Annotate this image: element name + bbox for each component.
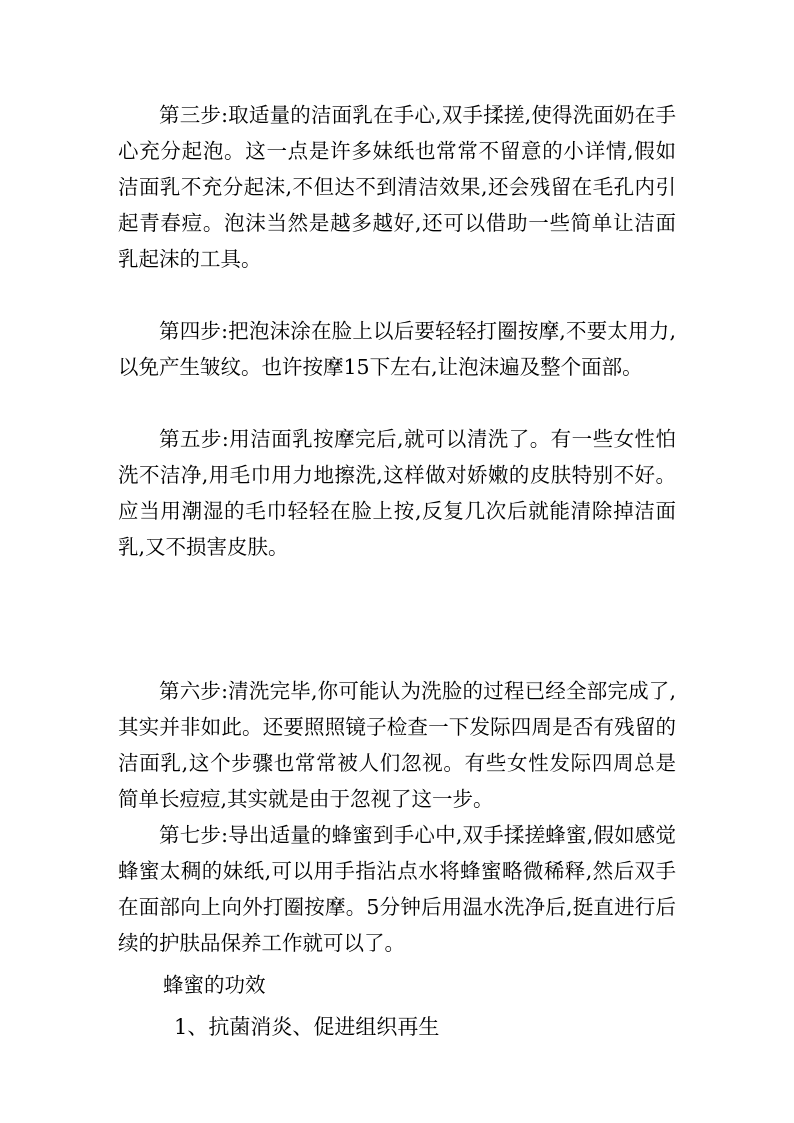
paragraph-step-4: 第四步:把泡沫涂在脸上以后要轻轻打圈按摩,不要太用力,以免产生皱纹。也许按摩15下左右,让泡沫遍及整个面部。	[118, 319, 676, 379]
paragraph-step-5: 第五步:用洁面乳按摩完后,就可以清洗了。有一些女性怕洗不洁净,用毛巾用力地擦洗,这样做对娇嫩的皮肤特别不好。应当用潮湿的毛巾轻轻在脸上按,反复几次后就能清除掉洁面乳,又不损害皮肤。	[118, 427, 676, 559]
section-subheading: 1、抗菌消炎、促进组织再生	[174, 1015, 440, 1039]
section-heading: 蜂蜜的功效	[163, 973, 266, 997]
paragraph-step-7: 第七步:导出适量的蜂蜜到手心中,双手揉搓蜂蜜,假如感觉蜂蜜太稠的妹纸,可以用手指沾点水将蜂蜜略微稀释,然后双手在面部向上向外打圈按摩。5分钟后用温水洗净后,挺直进行后续的护肤品保养工作就可以了。	[118, 823, 676, 955]
paragraph-step-6: 第六步:清洗完毕,你可能认为洗脸的过程已经全部完成了,其实并非如此。还要照照镜子检查一下发际四周是否有残留的洁面乳,这个步骤也常常被人们忽视。有些女性发际四周总是简单长痘痘,其实就是由于忽视了这一步。	[118, 679, 676, 811]
paragraph-step-3: 第三步:取适量的洁面乳在手心,双手揉搓,使得洗面奶在手心充分起泡。这一点是许多妹纸也常常不留意的小详情,假如洁面乳不充分起沫,不但达不到清洁效果,还会残留在毛孔内引起青春痘。泡沫当然是越多越好,还可以借助一些简单让洁面乳起沫的工具。	[118, 103, 676, 271]
